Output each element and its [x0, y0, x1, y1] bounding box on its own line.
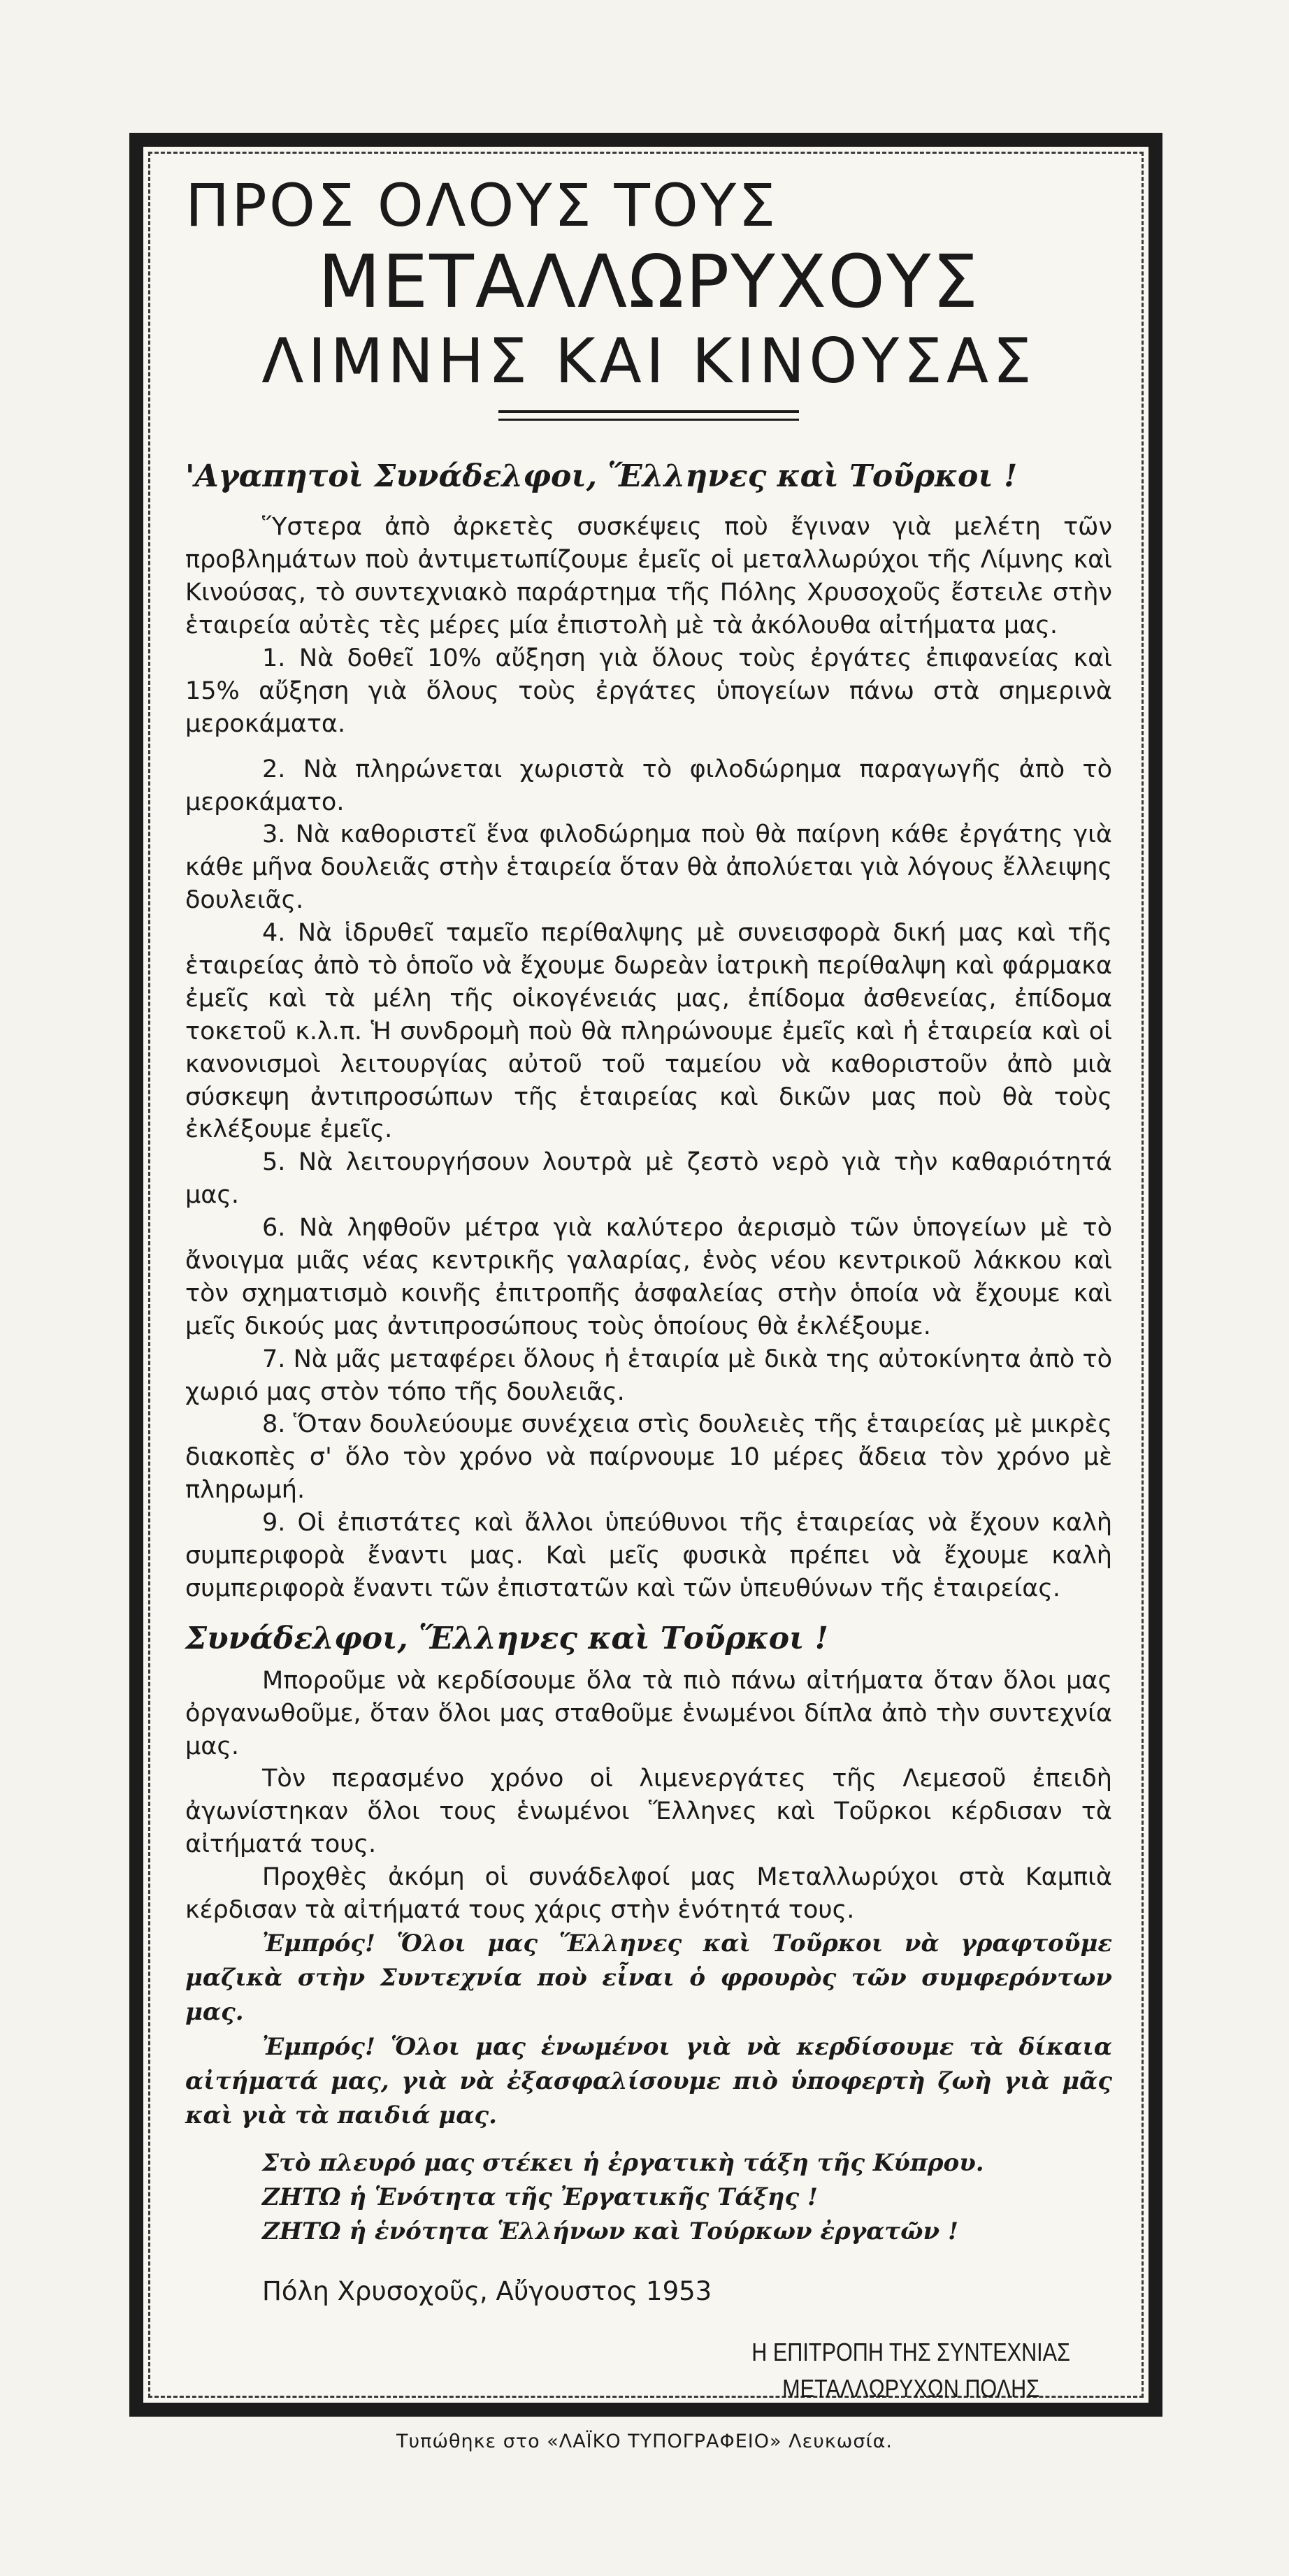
printer-credit: Τυπώθηκε στο «ΛΑΪΚΟ ΤΥΠΟΓΡΑΦΕΙΟ» Λευκωσία.: [396, 2431, 893, 2452]
demand-9: 9. Οἱ ἐπιστάτες καὶ ἄλλοι ὑπεύθυνοι τῆς ἑταιρείας νὰ ἔχουν καλὴ συμπεριφορὰ ἔναντι μας. Καὶ μεῖς φυσικὰ πρέπει νὰ ἔχουμε καλὴ συμπεριφορὰ ἔναντι τῶν ἐπιστατῶν καὶ τῶν ὑπευθύνων τῆς ἑταιρείας.: [185, 1509, 1112, 1602]
demand-7: 7. Νὰ μᾶς μεταφέρει ὅλους ἡ ἑταιρία μὲ δικὰ της αὐτοκίνητα ἀπὸ τὸ χωριό μας στὸν τόπο τῆς δουλειᾶς.: [185, 1345, 1112, 1406]
closing-paragraph-3: Προχθὲς ἀκόμη οἱ συνάδελφοί μας Μεταλλωρύχοι στὰ Καμπιὰ κέρδισαν τὰ αἰτήματά τους χάρις στὴν ἑνότητά τους.: [185, 1863, 1112, 1924]
closing-paragraph-2: Τὸν περασμένο χρόνο οἱ λιμενεργάτες τῆς Λεμεσοῦ ἐπειδὴ ἀγωνίστηκαν ὅλοι τους ἑνωμένοι Ἕλληνες καὶ Τοῦρκοι κέρδισαν τὰ αἰτήματά τους.: [185, 1765, 1112, 1859]
slogan-2: Ἐμπρός! Ὅλοι μας ἑνωμένοι γιὰ νὰ κερδίσουμε τὰ δίκαια αἰτήματά μας, γιὰ νὰ ἐξασφαλίσουμε πιὸ ὑποφερτὴ ζωὴ γιὰ μᾶς καὶ γιὰ τὰ παιδιά μας.: [185, 2032, 1112, 2130]
demand-3: 3. Νὰ καθοριστεῖ ἕνα φιλοδώρημα ποὺ θὰ παίρνη κάθε ἐργάτης γιὰ κάθε μῆνα δουλειᾶς στὴν ἑταιρεία ὅταν θὰ ἀπολύεται γιὰ λόγους ἔλλειψης δουλειᾶς.: [185, 820, 1112, 915]
title-underline-double: [498, 419, 799, 421]
demand-8: 8. Ὅταν δουλεύουμε συνέχεια στὶς δουλειὲς τῆς ἑταιρείας μὲ μικρὲς διακοπὲς σ' ὅλο τὸν χρόνο νὰ παίρνουμε 10 μέρες ἄδεια τὸν χρόνο μὲ πληρωμή.: [185, 1410, 1112, 1505]
place-date: Πόλη Χρυσοχοῦς, Αὔγουστος 1953: [262, 2275, 712, 2306]
poster-frame: [129, 133, 1162, 2417]
closing-paragraph-1: Μποροῦμε νὰ κερδίσουμε ὅλα τὰ πιὸ πάνω αἰτήματα ὅταν ὅλοι μας ὀργανωθοῦμε, ὅταν ὅλοι μας σταθοῦμε ἑνωμένοι δίπλα ἀπὸ τὴν συντεχνία μας.: [185, 1666, 1112, 1760]
slogan-1: Ἐμπρός! Ὅλοι μας Ἕλληνες καὶ Τοῦρκοι νὰ γραφτοῦμε μαζικὰ στὴν Συντεχνία ποὺ εἶναι ὁ φρουρὸς τῶν συμφερόντων μας.: [185, 1929, 1112, 2027]
title-line-1: ΠΡΟΣ ΟΛΟΥΣ ΤΟΥΣ: [185, 171, 778, 240]
demand-6: 6. Νὰ ληφθοῦν μέτρα γιὰ καλύτερο ἀερισμὸ τῶν ὑπογείων μὲ τὸ ἄνοιγμα μιᾶς νέας κεντρικῆς γαλαρίας, ἑνὸς νέου κεντρικοῦ λάκκου καὶ τὸν σχηματισμὸ κοινῆς ἐπιτροπῆς ἀσφαλείας στὴν ὁποία νὰ ἔχουμε καὶ μεῖς δικούς μας ἀντιπροσώπους τοὺς ὁποίους θὰ ἐκλέξουμε.: [185, 1214, 1112, 1340]
final-line-1: Στὸ πλευρό μας στέκει ἡ ἐργατικὴ τάξη τῆς Κύπρου.: [262, 2148, 984, 2177]
demand-4: 4. Νὰ ἱδρυθεῖ ταμεῖο περίθαλψης μὲ συνεισφορὰ δική μας καὶ τῆς ἑταιρείας ἀπὸ τὸ ὁποῖο νὰ ἔχουμε δωρεὰν ἰατρικὴ περίθαλψη καὶ φάρμακα ἐμεῖς καὶ τὰ μέλη τῆς οἰκογένειάς μας, ἐπίδομα ἀσθενείας, ἐπίδομα τοκετοῦ κ.λ.π. Ἡ συνδρομὴ ποὺ θὰ πληρώνουμε ἐμεῖς καὶ ἡ ἑταιρεία καὶ οἱ κανονισμοὶ λειτουργίας αὐτοῦ τοῦ ταμείου νὰ καθοριστοῦν ἀπὸ μιὰ σύσκεψη ἀντιπροσώπων τῆς ἑταιρείας καὶ δικῶν μας ποὺ θὰ τοὺς ἐκλέξουμε ἐμεῖς.: [185, 919, 1112, 1144]
final-line-2: ΖΗΤΩ ἡ Ἑνότητα τῆς Ἐργατικῆς Τάξης !: [262, 2183, 818, 2211]
greeting-2: Συνάδελφοι, Ἕλληνες καὶ Τοῦρκοι !: [185, 1620, 828, 1656]
signature-block: [318, 2334, 1070, 2407]
greeting-1: 'Αγαπητοὶ Συνάδελφοι, Ἕλληνες καὶ Τοῦρκοι !: [185, 458, 1018, 495]
poster-content: [185, 171, 1112, 2403]
demand-1: 1. Νὰ δοθεῖ 10% αὔξηση γιὰ ὅλους τοὺς ἐργάτες ἐπιφανείας καὶ 15% αὔξηση γιὰ ὅλους τοὺς ἐργάτες ὑπογείων πάνω στὰ σημερινὰ μεροκάματα.: [185, 644, 1112, 738]
title-line-2: ΜΕΤΑΛΛΩΡΥΧΟΥΣ: [317, 239, 980, 325]
demand-5: 5. Νὰ λειτουργήσουν λουτρὰ μὲ ζεστὸ νερὸ γιὰ τὴν καθαριότητά μας.: [185, 1148, 1112, 1210]
title-underline: [498, 410, 799, 413]
signature-line-2: ΜΕΤΑΛΛΩΡΥΧΩΝ ΠΟΛΗΣ: [782, 2373, 1040, 2403]
signature-line-1: Η ΕΠΙΤΡΟΠΗ ΤΗΣ ΣΥΝΤΕΧΝΙΑΣ: [751, 2337, 1070, 2366]
final-line-3: ΖΗΤΩ ἡ ἑνότητα Ἑλλήνων καὶ Τούρκων ἐργατῶν !: [262, 2217, 958, 2246]
demand-2: 2. Νὰ πληρώνεται χωριστὰ τὸ φιλοδώρημα παραγωγῆς ἀπὸ τὸ μεροκάματο.: [185, 755, 1112, 816]
intro-paragraph: Ὕστερα ἀπὸ ἀρκετὲς συσκέψεις ποὺ ἔγιναν γιὰ μελέτη τῶν προβλημάτων ποὺ ἀντιμετωπίζουμε ἐμεῖς οἱ μεταλλωρύχοι τῆς Λίμνης καὶ Κινούσας, τὸ συντεχνιακὸ παράρτημα τῆς Πόλης Χρυσοχοῦς ἔστειλε στὴν ἑταιρεία αὐτὲς τὲς μέρες μία ἐπιστολὴ μὲ τὰ ἀκόλουθα αἰτήματα μας.: [185, 513, 1112, 640]
title-line-3: ΛΙΜΝΗΣ ΚΑΙ ΚΙΝΟΥΣΑΣ: [261, 324, 1036, 397]
